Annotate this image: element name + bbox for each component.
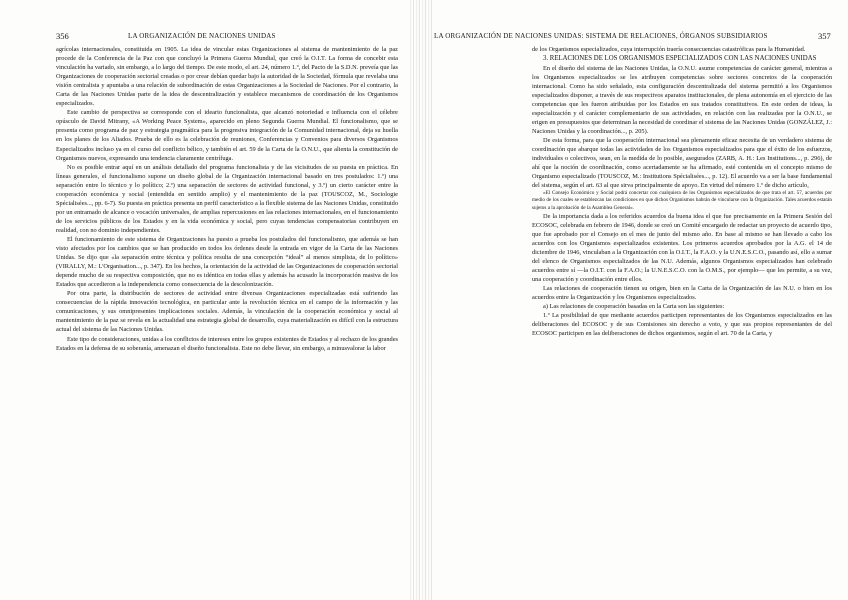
page-number-right: 357 xyxy=(818,31,831,41)
list-item: 1.º La posibilidad de que mediante acuerdos participen representantes de los Organismos especializados en las deliberaciones del ECOSOC y de sus Comisiones sin derecho a voto, y que sus propios representantes de del ECOSOC participen en las deliberaciones de dichos organismos, según el art. 70 de la Carta, y xyxy=(532,312,832,338)
page-number-left: 356 xyxy=(56,31,69,41)
running-header-right: LA ORGANIZACIÓN DE NACIONES UNIDAS: SISTEMA DE RELACIONES, ÓRGANOS SUBSIDIARIOS xyxy=(434,32,768,40)
left-text-column xyxy=(56,45,398,353)
right-text-column xyxy=(532,45,832,338)
running-header-left: LA ORGANIZACIÓN DE NACIONES UNIDAS xyxy=(128,32,276,40)
paragraph: Las relaciones de cooperación tienen su origen, bien en la Carta de la Organización de las N.U. o bien en los acuerdos entre la Organización y los Organismos especializados. xyxy=(532,285,832,302)
paragraph: De esta forma, para que la cooperación internacional sea plenamente eficaz necesita de un verdadero sistema de coordinación que abarque todas las actividades de los Organismos especializados para que el éxito de los esfuerzos, individuales o colectivos, sean, en la medida de lo posible, asegurados (ZARB, A. H.: Les Institutions..., p. 296), de ahí que la noción de coordinación, como acertadamente se ha afirmado, esté contenida en el concepto mismo de Organismo especializado (TOUSCOZ, M.: Institutions Spécialisées..., p. 12). El acuerdo va a ser la base fundamental del sistema, según el art. 63 al que sirva principalmente de apoyo. En virtud del número 1.º de dicho artículo, xyxy=(532,136,832,190)
subheading: a) Las relaciones de cooperación basadas en la Carta son las siguientes: xyxy=(543,303,725,311)
paragraph: Por otra parte, la distribución de sectores de actividad entre diversas Organizaciones especializadas está sufriendo las consecuencias de la rápida innovación tecnológica, en particular ante la revolución técnica en el campo de la información y las comunicaciones, y sus omnipresentes implicaciones sociales. Además, la vinculación de la cooperación económica y social al mantenimiento de la paz se revela en la actualidad una estrategia global de desarrollo, cuya materialización es difícil con la estructura actual del sistema de las Naciones Unidas. xyxy=(56,290,398,334)
paragraph: Este cambio de perspectiva se corresponde con el ideario funcionalista, que alcanzó notoriedad e influencia con el célebre opúsculo de David Mitrany, «A Working Peace System», aparecido en pleno Segunda Guerra Mundial. El funcionalismo, que se presenta como programa de paz y estrategia pragmática para la progresiva integración de la Comunidad internacional, deja su huella en los planes de los Aliados. Prueba de ello es la celebración de reuniones, Conferencias y Convenios para diversos Organismos Especializados incluso ya en el curso del conflicto bélico, y también el art. 59 de la Carta de la O.N.U., que alienta la constitución de Organismos nuevos, expresando una tendencia claramente centrífuga. xyxy=(56,109,398,162)
right-page xyxy=(424,0,848,600)
quoted-article: «El Consejo Económico y Social podrá concertar con cualquiera de los Organismos especializados de que trata el art. 57, acuerdos por medio de los cuales se establezcan las condiciones en que dichos Organismos habrán de vincularse con la Organización. Tales acuerdos estarán sujetos a la aprobación de la Asamblea General». xyxy=(532,190,832,211)
section-heading: 3. RELACIONES DE LOS ORGANISMOS ESPECIALIZADOS CON LAS NACIONES UNIDAS xyxy=(543,55,817,63)
paragraph: No es posible entrar aquí en un análisis detallado del programa funcionalista y de las vicisitudes de su puesta en práctica. En líneas generales, el funcionalismo supone un diseño global de la Organización internacional basado en tres postulados: 1.º) una separación entre lo técnico y lo político; 2.º) una separación de sectores de actividad funcional, y 3.º) un cierto carácter entre la cooperación económica y social (entendida en sentido amplio) y el mantenimiento de la paz (TOUSCOZ, M., Sociologie Spécialisées..., pp. 6-7). Su puesta en práctica presenta un perfil característico a la flexible sistema de las Naciones Unidas, constituido por un entramado de alcance o vocación universales, de amplias repercusiones en las relaciones internacionales, en el funcionamiento de los servicios públicos de los Estados y en la vida económica y social, pero cuyas tendencias compensatorias contribuyen en realidad, con no dominio independientes. xyxy=(56,163,398,234)
paragraph: En el diseño del sistema de las Naciones Unidas, la O.N.U. asume competencias de carácter general, mientras a los Organismos especializados se les atribuyen competencias sobre sectores concretos de la cooperación internacional. Como ha sido señalado, esta configuración descentralizada del sistema permitió a los Organismos especializados disponer, a través de sus respectivos aparatos institucionales, de plena autonomía en el ejercicio de las competencias que les fueron atribuidas por los Estados en sus tratados constitutivos. En este orden de ideas, la especialización y el carácter complementario de sus actividades, en relación con las realizadas por la O.N.U., se erigen en presupuestos que determinan la necesidad de coordinar el sistema de las Naciones Unidas (GONZÁLEZ, J.: Naciones Unidas y la coordinación..., p. 205). xyxy=(532,64,832,135)
left-page xyxy=(0,0,418,600)
paragraph: de los Organismos especializados, cuya interrupción traería consecuencias catastróficas para la Humanidad. xyxy=(532,46,806,53)
paragraph: De la importancia dada a los referidos acuerdos da buena idea el que fue precisamente en la Primera Sesión del ECOSOC, celebrada en febrero de 1946, donde se creó un Comité encargado de redactar un proyecto de acuerdo tipo, que fue aprobado por el Consejo en el mes de junio del mismo año. En base al mismo se han llevado a cabo los acuerdos con los Organismos especializados existentes. Los primeros acuerdos aprobados por la A.G. el 14 de diciembre de 1946, vinculaban a la Organización con la O.I.T., la F.A.O. y la U.N.E.S.C.O., pasando así, ello a sumar del elenco de Organismos especializados de las N.U. Además, algunos Organismos especializados han celebrado acuerdos entre sí —la O.I.T. con la F.A.O.; la U.N.E.S.C.O. con la O.M.S., por ejemplo— que les permite, a su vez, una cooperación y coordinación entre ellos. xyxy=(532,212,832,284)
paragraph: El funcionamiento de este sistema de Organizaciones ha puesto a prueba los postulados del funcionalismo, que además se han visto afectados por los cambios que se han producido en todos los órdenes desde la entrada en vigor de la Carta de las Naciones Unidas. Se dijo que «la separación entre técnica y política resulta de una concepción “ideal” al menos simplista, de lo político» (VIRALLY, M.: L'Organisation..., p. 347). En los hechos, la orientación de la actividad de las Organizaciones de cooperación sectorial depende mucho de su respectiva composición, que no es idéntica en todas ellas y además ha acusado la incorporación masiva de los Estados que accedieron a la independencia como consecuencia de la descolonización. xyxy=(56,235,398,289)
paragraph: agrícolas internacionales, constituida en 1905. La idea de vincular estas Organizaciones al sistema de mantenimiento de la paz procede de la Conferencia de la Paz con que concluyó la Primera Guerra Mundial, que creó la O.I.T. La forma de concebir esta vinculación ha variado, sin embargo, a lo largo del tiempo. De este modo, el art. 24, número 1.º, del Pacto de la S.D.N. preveía que las Organizaciones de cooperación sectorial creadas o por crear debían quedar bajo la autoridad de la Sociedad, fórmula que revelaba una visión centralista y apuntaba a una relación de subordinación de estas Organizaciones a la Sociedad de Naciones. Por el contrario, la Carta de las Naciones Unidas parte de la idea de descentralización y establece mecanismos de coordinación de los Organismos especializados. xyxy=(56,46,398,108)
paragraph: Este tipo de consideraciones, unidas a los conflictos de intereses entre los grupos existentes de Estados y al rechazo de los grandes Estados en la defensa de su soberanía, amenazan el diseño funcionalista. Este no debe llevar, sin embargo, a minusvalorar la labor xyxy=(56,335,398,352)
